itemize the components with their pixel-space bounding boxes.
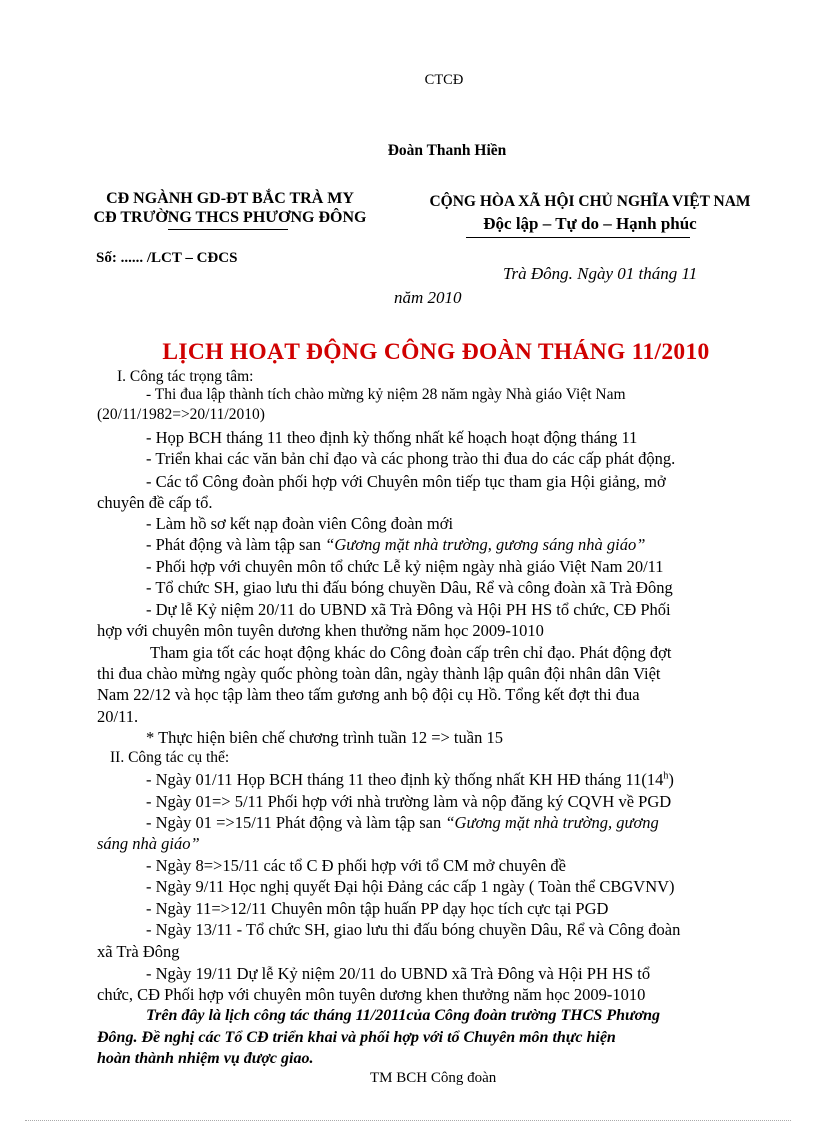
org-underline bbox=[168, 229, 288, 230]
section1-item4-b: chuyên đề cấp tổ. bbox=[97, 493, 213, 512]
page-bottom-divider bbox=[25, 1120, 791, 1121]
section1-item9-a: - Dự lễ Kỷ niệm 20/11 do UBND xã Trà Đông và Hội PH HS tổ chức, CĐ Phối bbox=[146, 600, 671, 619]
doc-number-value: ...... /LCT – CĐCS bbox=[120, 250, 238, 266]
section1-item6 bbox=[146, 534, 645, 555]
section2-d1-sup: h bbox=[663, 770, 669, 782]
section2-d8-a: - Ngày 19/11 Dự lễ Kỷ niệm 20/11 do UBND xã Trà Đông và Hội PH HS tổ bbox=[146, 964, 651, 983]
section1-item8: - Tổ chức SH, giao lưu thi đấu bóng chuyền Dâu, Rể và công đoàn xã Trà Đông bbox=[146, 578, 673, 597]
date-line-2: năm 2010 bbox=[394, 288, 462, 307]
org-line-2: CĐ TRƯỜNG THCS PHƯƠNG ĐÔNG bbox=[93, 209, 367, 226]
ctcd-label: CTCĐ bbox=[424, 72, 464, 88]
doc-number-label: Số: bbox=[96, 250, 117, 266]
section2-d1-end: ) bbox=[668, 770, 674, 789]
document-title: LỊCH HOẠT ĐỘNG CÔNG ĐOÀN THÁNG 11/2010 bbox=[162, 339, 710, 365]
section1-item6-italic: “Gương mặt nhà trường, gương sáng nhà giáo” bbox=[325, 535, 646, 554]
motto-underline bbox=[466, 237, 690, 238]
section1-para-a: Tham gia tốt các hoạt động khác do Công đoàn cấp trên chỉ đạo. Phát động đợt bbox=[150, 643, 672, 662]
section2-d7-a: - Ngày 13/11 - Tổ chức SH, giao lưu thi đấu bóng chuyền Dâu, Rể và Công đoàn bbox=[146, 920, 681, 939]
closing-line-1: Trên đây là lịch công tác tháng 11/2011của Công đoàn trường THCS Phương bbox=[146, 1007, 661, 1024]
nation-motto: Độc lập – Tự do – Hạnh phúc bbox=[483, 214, 697, 233]
section1-item9-b: hợp với chuyên môn tuyên dương khen thưởng năm học 2009-1010 bbox=[97, 621, 544, 640]
section2-d1-text: - Ngày 01/11 Họp BCH tháng 11 theo định kỳ thống nhất KH HĐ tháng 11(14 bbox=[146, 770, 664, 789]
section1-item6-prefix: - Phát động và làm tập san bbox=[146, 535, 326, 554]
section2-d2: - Ngày 01=> 5/11 Phối hợp với nhà trường làm và nộp đăng ký CQVH về PGD bbox=[146, 792, 672, 811]
org-line-1: CĐ NGÀNH GD-ĐT BẮC TRÀ MY bbox=[106, 190, 354, 207]
section2-d4: - Ngày 8=>15/11 các tổ C Đ phối hợp với tổ CM mở chuyên đề bbox=[146, 856, 566, 875]
nation-line-1: CỘNG HÒA XÃ HỘI CHỦ NGHĨA VIỆT NAM bbox=[429, 193, 751, 210]
section2-d1 bbox=[146, 769, 674, 790]
section1-item3: - Triển khai các văn bản chỉ đạo và các phong trào thi đua do các cấp phát động. bbox=[146, 449, 676, 468]
section2-d3-italic-a: “Gương mặt nhà trường, gương bbox=[445, 813, 659, 832]
section1-star-item: * Thực hiện biên chế chương trình tuần 12 => tuần 15 bbox=[146, 728, 503, 747]
author-name: Đoàn Thanh Hiền bbox=[387, 142, 507, 159]
section1-item4-a: - Các tổ Công đoàn phối hợp với Chuyên môn tiếp tục tham gia Hội giảng, mở bbox=[146, 472, 666, 491]
section2-d3-prefix: - Ngày 01 =>15/11 Phát động và làm tập san bbox=[146, 813, 446, 832]
section1-heading: I. Công tác trọng tâm: bbox=[117, 368, 254, 385]
section2-d6: - Ngày 11=>12/11 Chuyên môn tập huấn PP dạy học tích cực tại PGD bbox=[146, 899, 609, 918]
section2-d3 bbox=[146, 812, 659, 833]
section2-d7-b: xã Trà Đông bbox=[97, 942, 180, 961]
section2-d8-b: chức, CĐ Phối hợp với chuyên môn tuyên dương khen thưởng năm học 2009-1010 bbox=[97, 985, 646, 1004]
section1-para-d: 20/11. bbox=[97, 707, 139, 726]
section1-item1-b: (20/11/1982=>20/11/2010) bbox=[97, 406, 265, 423]
section1-item1-a: - Thi đua lập thành tích chào mừng kỷ niệm 28 năm ngày Nhà giáo Việt Nam bbox=[146, 386, 626, 403]
section1-item5: - Làm hồ sơ kết nạp đoàn viên Công đoàn mới bbox=[146, 514, 454, 533]
doc-number bbox=[96, 248, 237, 269]
section2-heading: II. Công tác cụ thể: bbox=[110, 749, 230, 766]
section1-item2: - Họp BCH tháng 11 theo định kỳ thống nhất kế hoạch hoạt động tháng 11 bbox=[146, 428, 638, 447]
section1-para-b: thi đua chào mừng ngày quốc phòng toàn dân, ngày thành lập quân đội nhân dân Việt bbox=[97, 664, 661, 683]
section1-item7: - Phối hợp với chuyên môn tổ chức Lễ kỷ niệm ngày nhà giáo Việt Nam 20/11 bbox=[146, 557, 664, 576]
date-line-1: Trà Đông. Ngày 01 tháng 11 bbox=[503, 264, 698, 283]
section2-d5: - Ngày 9/11 Học nghị quyết Đại hội Đảng các cấp 1 ngày ( Toàn thể CBGVNV) bbox=[146, 877, 675, 896]
section2-d3-italic-b: sáng nhà giáo” bbox=[97, 834, 200, 853]
signature-title: TM BCH Công đoàn bbox=[370, 1070, 497, 1086]
closing-line-2: Đông. Đề nghị các Tổ CĐ triển khai và phối hợp với tổ Chuyên môn thực hiện bbox=[97, 1029, 616, 1046]
closing-line-3: hoàn thành nhiệm vụ được giao. bbox=[97, 1050, 314, 1067]
section1-para-c: Nam 22/12 và học tập làm theo tấm gương anh bộ đội cụ Hồ. Tổng kết đợt thi đua bbox=[97, 685, 640, 704]
